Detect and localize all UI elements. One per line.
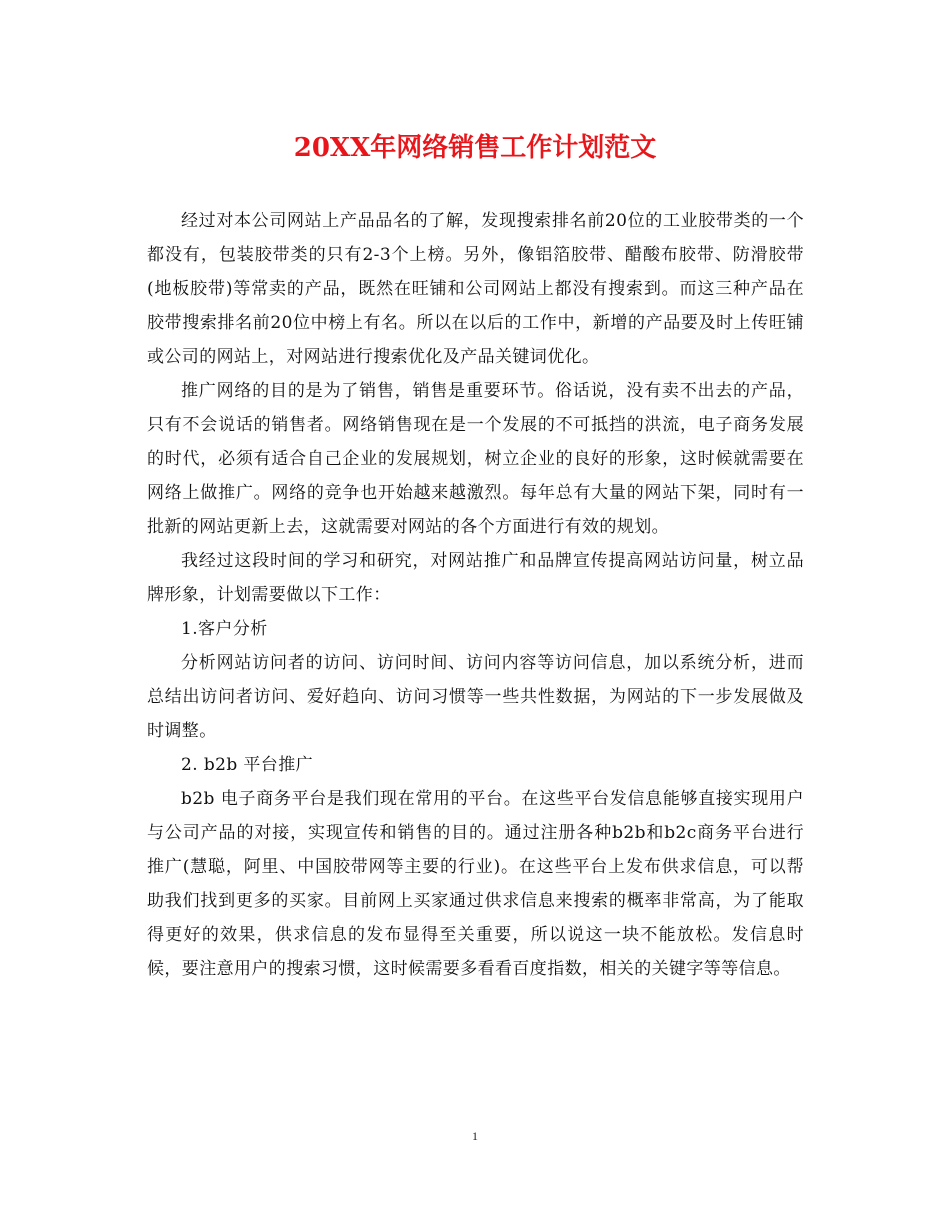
paragraph-work-plan-intro: 我经过这段时间的学习和研究，对网站推广和品牌宣传提高网站访问量，树立品牌形象，计划需要做以下工作： [147, 551, 804, 605]
paragraph-b2b-promotion: b2b 电子商务平台是我们现在常用的平台。在这些平台发信息能够直接实现用户与公司产品的对接，实现宣传和销售的目的。通过注册各种b2b和b2c商务平台进行推广(慧聪，阿里、中国胶带网等主要的行业)。在这些平台上发布供求信息，可以帮助我们找到更多的买家。目前网上买家通过供求信息来搜索的概率非常高，为了能取得更好的效果，供求信息的发布显得至关重要，所以说这一块不能放松。发信息时候，要注意用户的搜索习惯，这时候需要多看看百度指数，相关的关键字等等信息。 [147, 789, 804, 979]
document-body [147, 204, 804, 986]
section-heading-customer-analysis: 1.客户分析 [181, 619, 268, 639]
section-heading-b2b-promotion: 2. b2b 平台推广 [181, 755, 314, 775]
document-title: 20XX年网络销售工作计划范文 [293, 133, 657, 163]
paragraph-customer-analysis: 分析网站访问者的访问、访问时间、访问内容等访问信息，加以系统分析，进而总结出访问者访问、爱好趋向、访问习惯等一些共性数据，为网站的下一步发展做及时调整。 [147, 653, 804, 741]
paragraph-network-promotion: 推广网络的目的是为了销售，销售是重要环节。俗话说，没有卖不出去的产品，只有不会说话的销售者。网络销售现在是一个发展的不可抵挡的洪流，电子商务发展的时代，必须有适合自己企业的发展规划，树立企业的良好的形象，这时候就需要在网络上做推广。网络的竞争也开始越来越激烈。每年总有大量的网站下架，同时有一批新的网站更新上去，这就需要对网站的各个方面进行有效的规划。 [147, 381, 804, 537]
paragraph-product-names: 经过对本公司网站上产品品名的了解，发现搜索排名前20位的工业胶带类的一个都没有，包装胶带类的只有2-3个上榜。另外，像铝箔胶带、醋酸布胶带、防滑胶带(地板胶带)等常卖的产品，既然在旺铺和公司网站上都没有搜索到。而这三种产品在胶带搜索排名前20位中榜上有名。所以在以后的工作中，新增的产品要及时上传旺铺或公司的网站上，对网站进行搜索优化及产品关键词优化。 [147, 211, 804, 367]
page-number: 1 [472, 1129, 478, 1143]
